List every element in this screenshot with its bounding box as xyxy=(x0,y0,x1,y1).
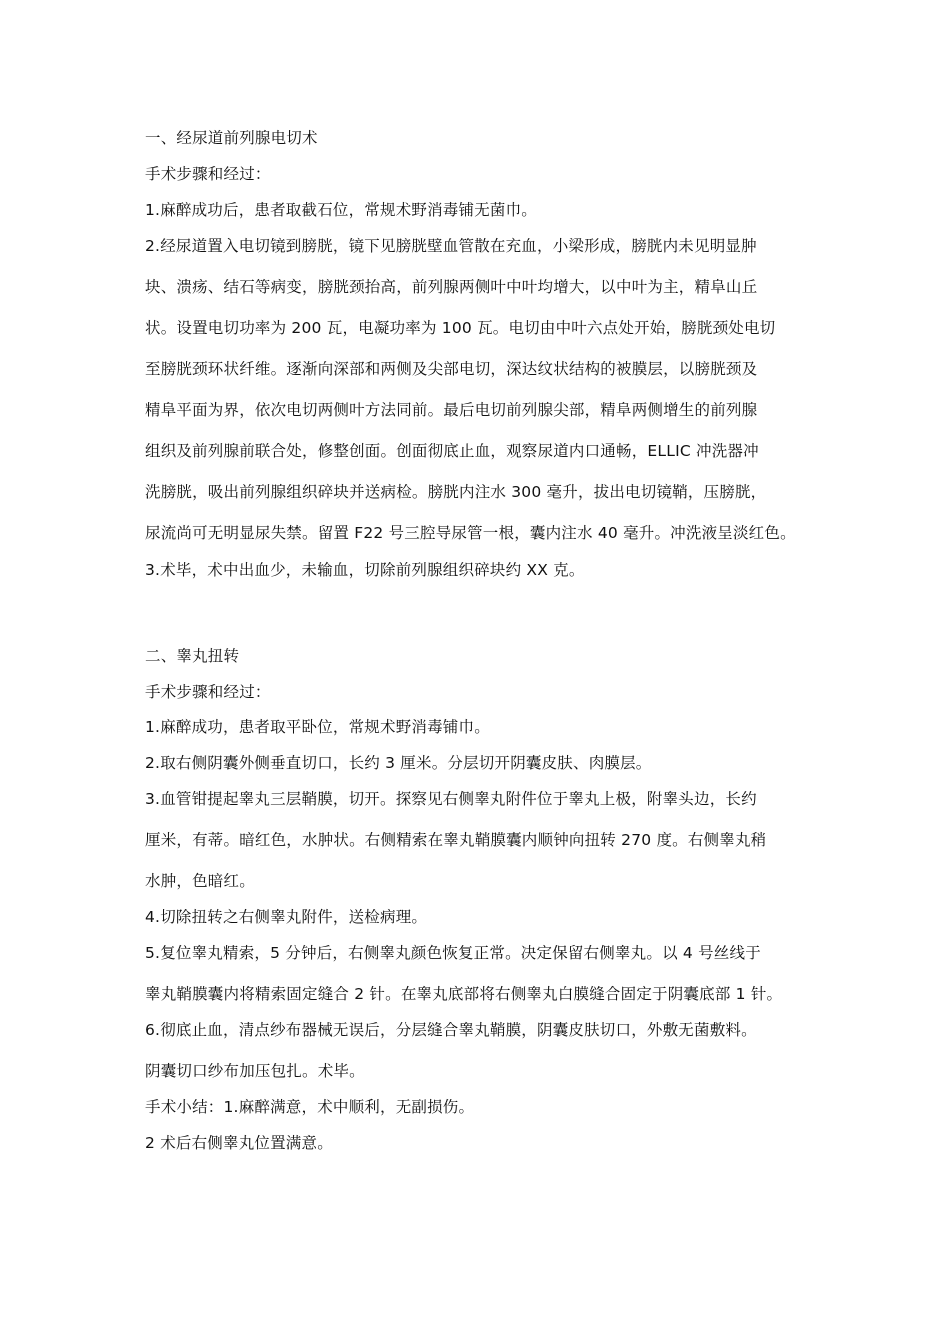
section-2-line: 3.血管钳提起睾丸三层鞘膜，切开。探察见右侧睾丸附件位于睾丸上极，附睾头边，长约 xyxy=(145,790,757,808)
section-2-line: 1.麻醉成功，患者取平卧位，常规术野消毒铺巾。 xyxy=(145,718,490,736)
section-2-line: 水肿，色暗红。 xyxy=(145,872,255,890)
section-1-line: 状。设置电切功率为 200 瓦，电凝功率为 100 瓦。电切由中叶六点处开始，膀胱颈处电切 xyxy=(145,319,776,337)
section-1-line: 精阜平面为界，依次电切两侧叶方法同前。最后电切前列腺尖部，精阜两侧增生的前列腺 xyxy=(145,401,758,419)
section-2-title: 二、睾丸扭转 xyxy=(145,647,240,665)
section-1-line: 3.术毕，术中出血少，未输血，切除前列腺组织碎块约 XX 克。 xyxy=(145,561,585,579)
section-1-line: 尿流尚可无明显尿失禁。留置 F22 号三腔导尿管一根，囊内注水 40 毫升。冲洗液呈淡红色。 xyxy=(145,524,796,542)
section-2-line: 2.取右侧阴囊外侧垂直切口，长约 3 厘米。分层切开阴囊皮肤、肉膜层。 xyxy=(145,754,652,772)
section-1-line: 洗膀胱，吸出前列腺组织碎块并送病检。膀胱内注水 300 毫升，拔出电切镜鞘，压膀胱， xyxy=(145,483,767,501)
section-2-line: 阴囊切口纱布加压包扎。术毕。 xyxy=(145,1062,365,1080)
section-2-line: 5.复位睾丸精索，5 分钟后，右侧睾丸颜色恢复正常。决定保留右侧睾丸。以 4 号丝线于 xyxy=(145,944,761,962)
section-2-line: 6.彻底止血，清点纱布器械无误后，分层缝合睾丸鞘膜，阴囊皮肤切口，外敷无菌敷料。 xyxy=(145,1021,757,1039)
section-2-line: 睾丸鞘膜囊内将精索固定缝合 2 针。在睾丸底部将右侧睾丸白膜缝合固定于阴囊底部 1 针。 xyxy=(145,985,783,1003)
section-2-summary: 2 术后右侧睾丸位置满意。 xyxy=(145,1134,333,1152)
section-1-line: 1.麻醉成功后，患者取截石位，常规术野消毒铺无菌巾。 xyxy=(145,201,537,219)
section-2-summary: 手术小结：1.麻醉满意，术中顺利，无副损伤。 xyxy=(145,1098,475,1116)
section-1-title: 一、经尿道前列腺电切术 xyxy=(145,129,318,147)
section-1-line: 至膀胱颈环状纤维。逐渐向深部和两侧及尖部电切，深达纹状结构的被膜层，以膀胱颈及 xyxy=(145,360,758,378)
section-1-line: 2.经尿道置入电切镜到膀胱，镜下见膀胱壁血管散在充血，小梁形成，膀胱内未见明显肿 xyxy=(145,237,757,255)
section-1-subtitle: 手术步骤和经过： xyxy=(145,165,271,183)
section-2-subtitle: 手术步骤和经过： xyxy=(145,683,271,701)
section-1-line: 块、溃疡、结石等病变，膀胱颈抬高，前列腺两侧叶中叶均增大，以中叶为主，精阜山丘 xyxy=(145,278,758,296)
section-2-line: 4.切除扭转之右侧睾丸附件，送检病理。 xyxy=(145,908,428,926)
section-2-line: 厘米，有蒂。暗红色，水肿状。右侧精索在睾丸鞘膜囊内顺钟向扭转 270 度。右侧睾丸稍 xyxy=(145,831,767,849)
section-1-line: 组织及前列腺前联合处，修整创面。创面彻底止血，观察尿道内口通畅，ELLIC 冲洗器冲 xyxy=(145,442,759,460)
